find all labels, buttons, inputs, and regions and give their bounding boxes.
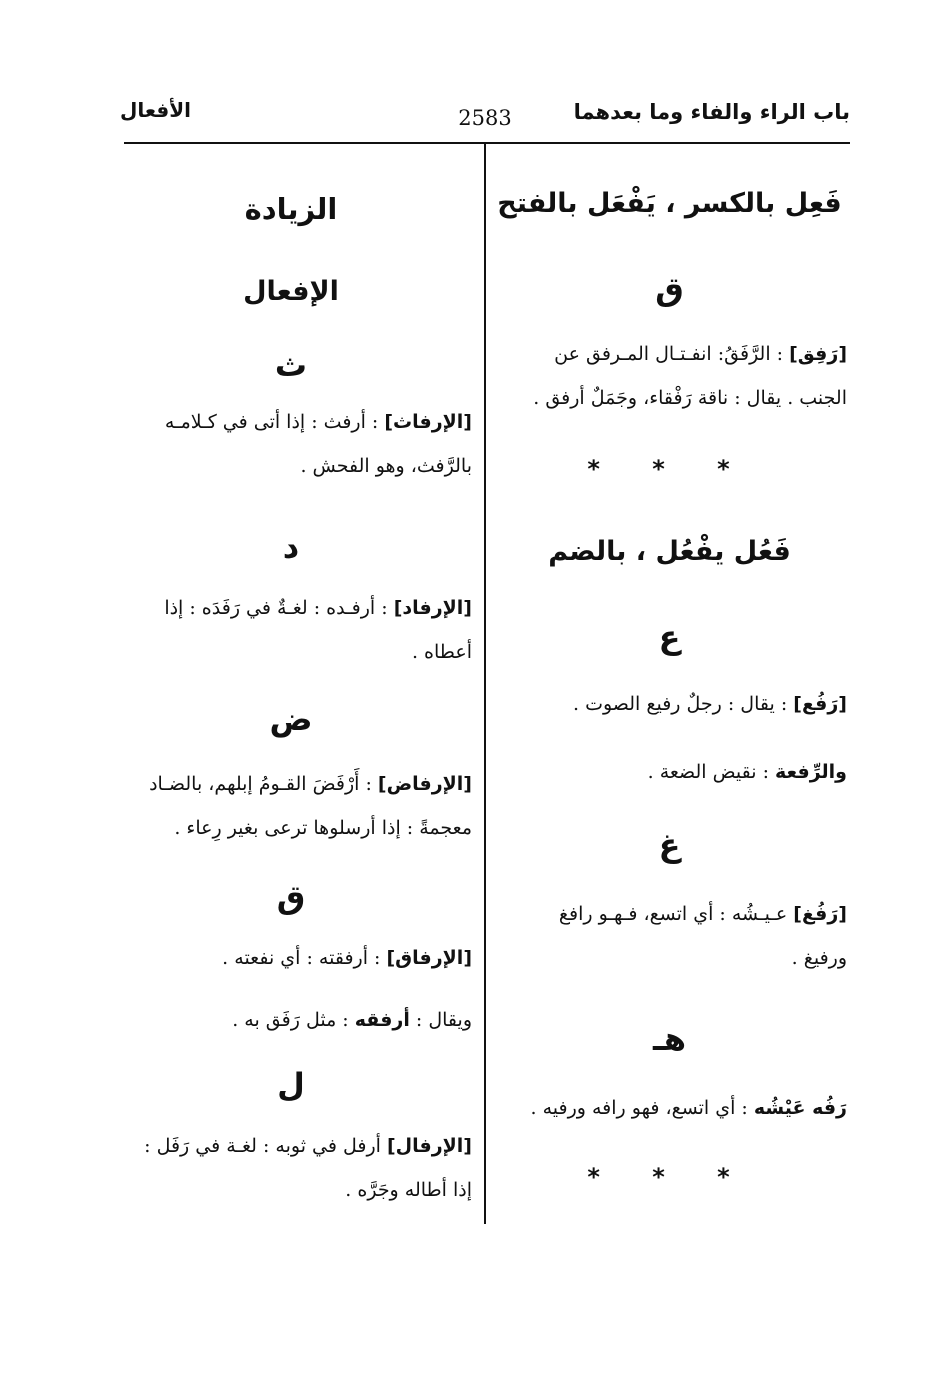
left-heading-ifal: الإفعال [243,276,339,307]
entry-irfad2-line1: : أَرْفَضَ القـومُ إبلهم، بالضـاد [149,773,372,795]
entry-irfad-line1: : أرفـده : لغـةٌ في رَفَدَه : إذا [164,597,388,619]
entry-yuqal-headword: أرفقه [354,1009,410,1031]
chapter-title: باب الراء والفاء وما بعدهما [573,100,850,124]
entry-rafu-headword: [رَفُع] [793,693,847,715]
entry-yuqal-text: : مثل رَفَق به . [232,1009,349,1031]
section-title: الأفعال [120,98,191,122]
entry-irfal [110,1124,472,1212]
separator-stars: * * * [587,1163,752,1191]
entry-rafugh [492,892,847,980]
entry-rafiq-line1: : الرَّفَقُ: انفـتـال المـرفق عن [554,343,784,365]
entry-irfal-line2: إذا أطاله وجَرَّه . [345,1179,472,1201]
entry-irfal-line1: أرفل في ثوبه : لغـة في رَفَل : [144,1135,381,1157]
entry-rafuh-text: : أي اتسع، فهو رافه ورفيه . [530,1097,748,1119]
left-letter-dal: د [282,528,300,566]
entry-irfath-line1: : أرفث : إذا أتى في كـلامـه [164,411,379,433]
left-letter-dad: ض [269,700,313,738]
right-heading-kasr: فَعِل بالكسر ، يَفْعَل بالفتح [497,188,842,219]
entry-irfaq [110,936,472,980]
entry-rafuh [492,1086,847,1130]
entry-rafu-text: : يقال : رجلٌ رفيع الصوت . [572,693,788,715]
entry-rafiq [492,332,847,420]
entry-rafugh-line1: عـيـشُه : أي اتسع، فـهـو رافغ [558,903,788,925]
left-letter-qaf: ق [276,878,306,916]
entry-irfath [110,400,472,488]
right-letter-qaf: ق [655,270,684,308]
entry-rafu [492,682,847,726]
entry-irfad-line2: أعطاه . [411,641,472,663]
right-letter-ghayn: غ [658,826,681,864]
entry-rafugh-line2: ورفيغ . [791,947,847,969]
entry-irfaq-text: : أرفقته : أي نفعته . [222,947,381,969]
entry-irfath-headword: [الإرفاث] [384,411,472,433]
left-letter-lam: ل [277,1066,305,1104]
entry-irfad2 [110,762,472,850]
entry-rafugh-headword: [رَفُغ] [793,903,847,925]
entry-rifa-text: : نقيض الضعة . [647,761,769,783]
entry-rafiq-line2: الجنب . يقال : ناقة رَفْقاء، وجَمَلٌ أرفق . [533,387,847,409]
page-number: 2583 [458,106,512,130]
header-rule [124,142,850,144]
right-heading-damm: فَعُل يفْعُل ، بالضم [548,536,791,567]
entry-rafuh-headword: رَفُه عَيْشُه [753,1097,847,1119]
entry-irfaq-headword: [الإرفاق] [386,947,472,969]
column-divider [484,144,486,1224]
entry-irfad [110,586,472,674]
separator-stars: * * * [587,455,752,483]
right-letter-ayn: ع [658,618,681,656]
entry-irfal-headword: [الإرفال] [386,1135,472,1157]
entry-rafiq-headword: [رَفِق] [789,343,847,365]
entry-irfad2-headword: [الإرفاض] [377,773,472,795]
right-letter-ha: هـ [652,1020,687,1058]
entry-rifa-headword: والرِّفعة [775,761,847,783]
entry-yuqal-lead: ويقال : [415,1009,472,1031]
entry-irfad2-line2: معجمةً : إذا أرسلوها ترعى بغير رِعاء . [174,817,472,839]
left-letter-tha: ث [274,346,308,384]
entry-irfad-headword: [الإرفاد] [393,597,472,619]
entry-rifa [492,750,847,794]
left-heading-ziyada: الزيادة [244,192,338,226]
entry-yuqal [110,998,472,1042]
entry-irfath-line2: بالرَّفث، وهو الفحش . [300,455,472,477]
